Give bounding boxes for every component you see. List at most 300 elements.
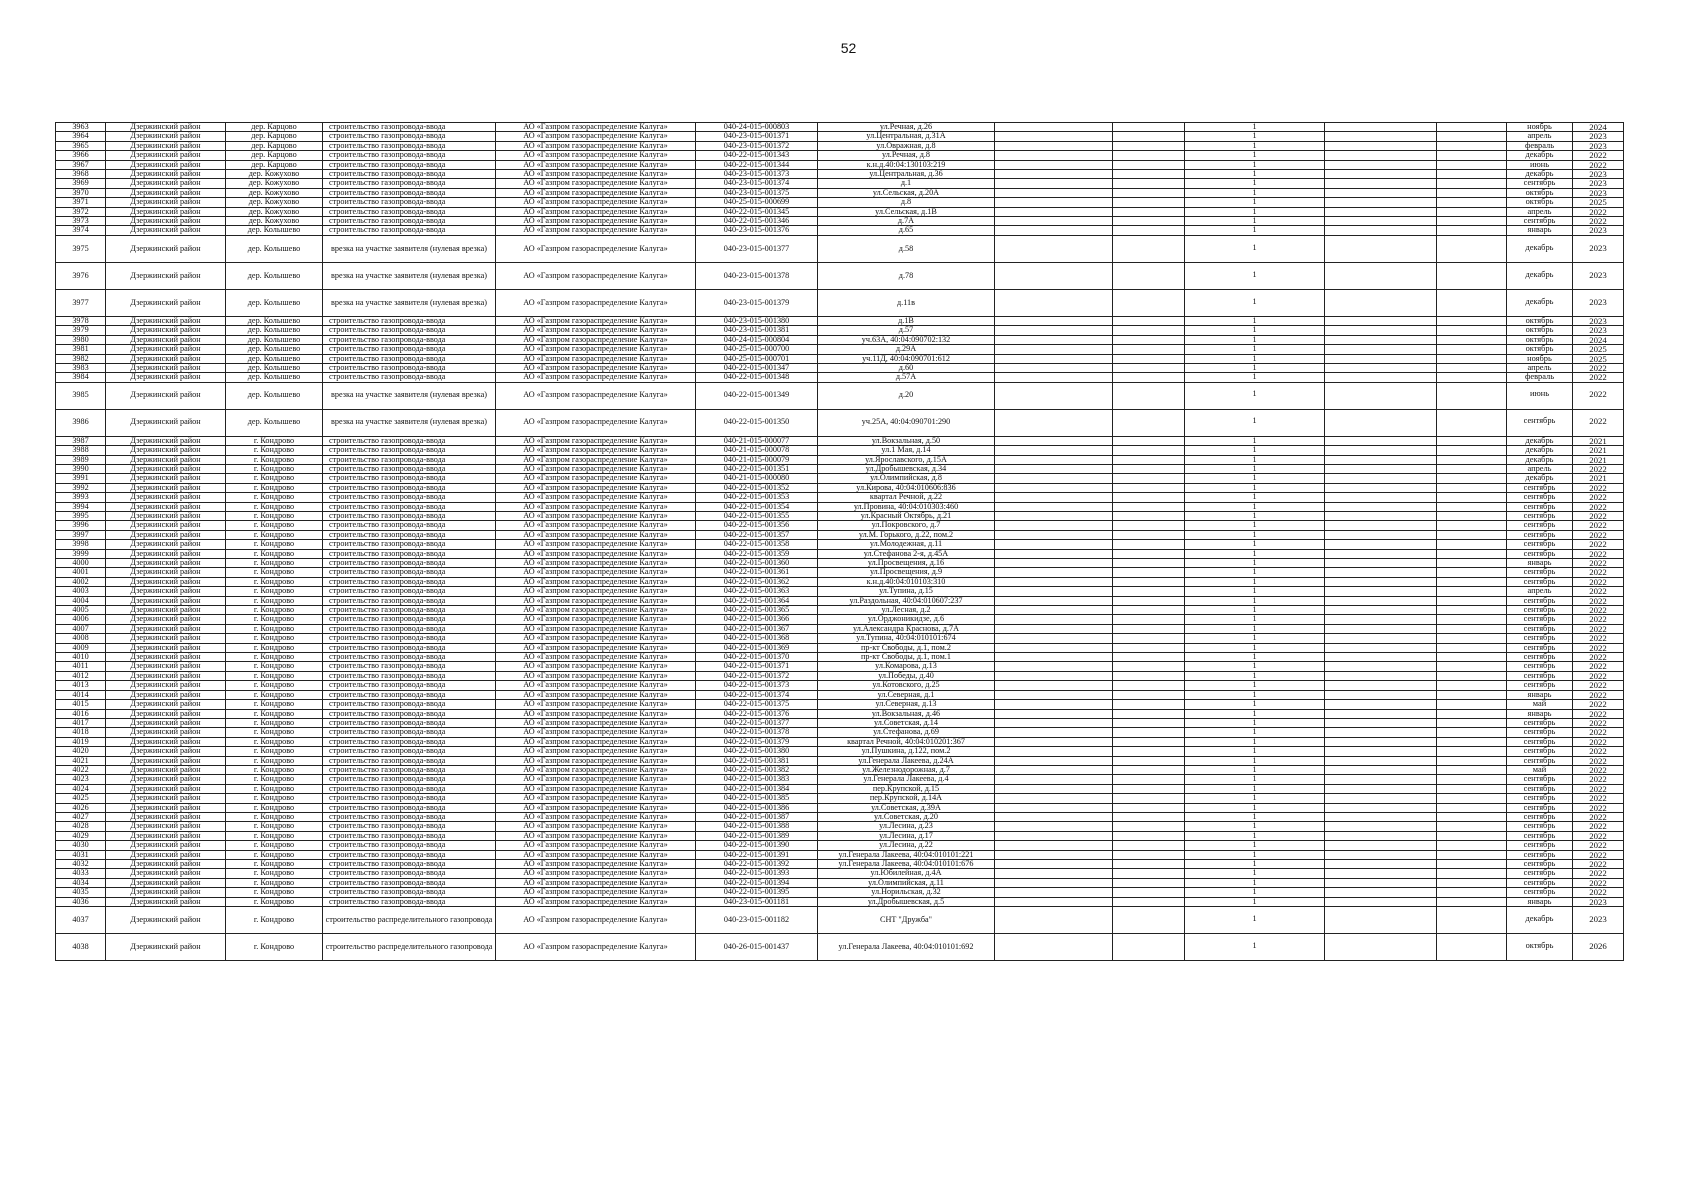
address-cell: ул.Генерала Лакеева, д.4 [818, 775, 995, 784]
address-cell: ул.Орджоникидзе, д.6 [818, 615, 995, 624]
empty-cell [995, 850, 1113, 859]
empty-cell [995, 345, 1113, 354]
code-cell: 040-22-015-001372 [696, 671, 818, 680]
empty-cell [1113, 335, 1185, 344]
empty-cell [1325, 235, 1437, 262]
code-cell: 040-22-015-001344 [696, 160, 818, 169]
work-type-cell: строительство газопровода-ввода [323, 511, 496, 520]
empty-cell [1325, 179, 1437, 188]
table-row [56, 326, 1624, 335]
district-cell: Дзержинский район [106, 289, 226, 316]
work-type-cell: строительство газопровода-ввода [323, 132, 496, 141]
table-row [56, 794, 1624, 803]
empty-cell [1325, 606, 1437, 615]
address-cell: ул.Железнодорожная, д.7 [818, 765, 995, 774]
address-cell: ул.Советская, д.39А [818, 803, 995, 812]
settlement-cell: г. Кондрово [226, 643, 323, 652]
table-row [56, 934, 1624, 961]
code-cell: 040-22-015-001353 [696, 493, 818, 502]
work-type-cell: строительство газопровода-ввода [323, 634, 496, 643]
empty-cell [1325, 662, 1437, 671]
address-cell: ул.Сельская, д.20А [818, 188, 995, 197]
year-cell: 2022 [1573, 681, 1624, 690]
row-number-cell: 4024 [56, 784, 106, 793]
count-cell: 1 [1185, 624, 1325, 633]
organization-cell: АО «Газпром газораспределение Калуга» [496, 671, 696, 680]
month-cell: январь [1507, 559, 1573, 568]
work-type-cell: строительство газопровода-ввода [323, 160, 496, 169]
organization-cell: АО «Газпром газораспределение Калуга» [496, 363, 696, 372]
code-cell: 040-22-015-001380 [696, 747, 818, 756]
year-cell: 2022 [1573, 765, 1624, 774]
empty-cell [1437, 493, 1507, 502]
empty-cell [1437, 170, 1507, 179]
settlement-cell: дер. Кожухово [226, 170, 323, 179]
address-cell: ул.Генерала Лакеева, 40:04:010101:676 [818, 860, 995, 869]
code-cell: 040-22-015-001351 [696, 464, 818, 473]
district-cell: Дзержинский район [106, 345, 226, 354]
count-cell: 1 [1185, 235, 1325, 262]
district-cell: Дзержинский район [106, 483, 226, 492]
empty-cell [1113, 577, 1185, 586]
month-cell: декабрь [1507, 262, 1573, 289]
work-type-cell: врезка на участке заявителя (нулевая врезка) [323, 409, 496, 436]
empty-cell [1325, 409, 1437, 436]
month-cell: декабрь [1507, 436, 1573, 445]
work-type-cell: строительство газопровода-ввода [323, 653, 496, 662]
month-cell: сентябрь [1507, 511, 1573, 520]
month-cell: сентябрь [1507, 756, 1573, 765]
count-cell: 1 [1185, 188, 1325, 197]
empty-cell [1113, 549, 1185, 558]
empty-cell [1113, 606, 1185, 615]
code-cell: 040-23-015-001181 [696, 897, 818, 906]
address-cell: ул.Юбилейная, д.4А [818, 869, 995, 878]
settlement-cell: г. Кондрово [226, 493, 323, 502]
table-row [56, 775, 1624, 784]
organization-cell: АО «Газпром газораспределение Калуга» [496, 756, 696, 765]
empty-cell [1113, 345, 1185, 354]
settlement-cell: г. Кондрово [226, 483, 323, 492]
year-cell: 2023 [1573, 262, 1624, 289]
count-cell: 1 [1185, 198, 1325, 207]
year-cell: 2022 [1573, 587, 1624, 596]
count-cell: 1 [1185, 822, 1325, 831]
empty-cell [995, 718, 1113, 727]
empty-cell [1437, 737, 1507, 746]
address-cell: пр-кт Свободы, д.1, пом.2 [818, 643, 995, 652]
year-cell: 2022 [1573, 559, 1624, 568]
empty-cell [995, 464, 1113, 473]
month-cell: сентябрь [1507, 850, 1573, 859]
row-number-cell: 3995 [56, 511, 106, 520]
table-row [56, 653, 1624, 662]
empty-cell [1325, 316, 1437, 325]
empty-cell [1437, 831, 1507, 840]
empty-cell [1437, 474, 1507, 483]
work-type-cell: строительство газопровода-ввода [323, 226, 496, 235]
count-cell: 1 [1185, 123, 1325, 132]
table-row [56, 511, 1624, 520]
code-cell: 040-22-015-001379 [696, 737, 818, 746]
code-cell: 040-21-015-000077 [696, 436, 818, 445]
empty-cell [1325, 690, 1437, 699]
code-cell: 040-22-015-001384 [696, 784, 818, 793]
empty-cell [1325, 474, 1437, 483]
empty-cell [1113, 728, 1185, 737]
empty-cell [1437, 587, 1507, 596]
count-cell: 1 [1185, 747, 1325, 756]
empty-cell [1325, 671, 1437, 680]
work-type-cell: строительство газопровода-ввода [323, 662, 496, 671]
empty-cell [995, 363, 1113, 372]
month-cell: сентябрь [1507, 681, 1573, 690]
code-cell: 040-22-015-001374 [696, 690, 818, 699]
code-cell: 040-23-015-001376 [696, 226, 818, 235]
table-row [56, 493, 1624, 502]
count-cell: 1 [1185, 728, 1325, 737]
settlement-cell: дер. Колышево [226, 345, 323, 354]
settlement-cell: г. Кондрово [226, 530, 323, 539]
row-number-cell: 4003 [56, 587, 106, 596]
address-cell: квартал Речной, 40:04:010201:367 [818, 737, 995, 746]
address-cell: пер.Крупской, д.14А [818, 794, 995, 803]
empty-cell [995, 869, 1113, 878]
work-type-cell: строительство газопровода-ввода [323, 643, 496, 652]
empty-cell [1325, 464, 1437, 473]
count-cell: 1 [1185, 709, 1325, 718]
year-cell: 2022 [1573, 160, 1624, 169]
row-number-cell: 4002 [56, 577, 106, 586]
code-cell: 040-22-015-001393 [696, 869, 818, 878]
month-cell: сентябрь [1507, 662, 1573, 671]
district-cell: Дзержинский район [106, 888, 226, 897]
district-cell: Дзержинский район [106, 841, 226, 850]
district-cell: Дзержинский район [106, 123, 226, 132]
row-number-cell: 3996 [56, 521, 106, 530]
empty-cell [1325, 289, 1437, 316]
month-cell: декабрь [1507, 474, 1573, 483]
empty-cell [1325, 132, 1437, 141]
empty-cell [1437, 141, 1507, 150]
empty-cell [1113, 123, 1185, 132]
empty-cell [995, 198, 1113, 207]
district-cell: Дзержинский район [106, 587, 226, 596]
month-cell: октябрь [1507, 198, 1573, 207]
code-cell: 040-23-015-001373 [696, 170, 818, 179]
code-cell: 040-22-015-001363 [696, 587, 818, 596]
address-cell: ул.Центральная, д.36 [818, 170, 995, 179]
table-row [56, 718, 1624, 727]
count-cell: 1 [1185, 643, 1325, 652]
empty-cell [1113, 784, 1185, 793]
year-cell: 2022 [1573, 718, 1624, 727]
empty-cell [1325, 831, 1437, 840]
count-cell: 1 [1185, 226, 1325, 235]
empty-cell [995, 132, 1113, 141]
settlement-cell: дер. Колышево [226, 335, 323, 344]
work-type-cell: строительство газопровода-ввода [323, 483, 496, 492]
empty-cell [1325, 897, 1437, 906]
empty-cell [1437, 747, 1507, 756]
empty-cell [1325, 869, 1437, 878]
code-cell: 040-21-015-000080 [696, 474, 818, 483]
address-cell: к.н.д.40:04:010103:310 [818, 577, 995, 586]
empty-cell [1113, 671, 1185, 680]
organization-cell: АО «Газпром газораспределение Калуга» [496, 662, 696, 671]
empty-cell [1113, 869, 1185, 878]
district-cell: Дзержинский район [106, 188, 226, 197]
work-type-cell: строительство газопровода-ввода [323, 493, 496, 502]
count-cell: 1 [1185, 464, 1325, 473]
work-type-cell: строительство газопровода-ввода [323, 897, 496, 906]
empty-cell [1113, 587, 1185, 596]
empty-cell [1437, 662, 1507, 671]
organization-cell: АО «Газпром газораспределение Калуга» [496, 728, 696, 737]
district-cell: Дзержинский район [106, 577, 226, 586]
settlement-cell: г. Кондрово [226, 747, 323, 756]
count-cell: 1 [1185, 587, 1325, 596]
empty-cell [1325, 624, 1437, 633]
row-number-cell: 3967 [56, 160, 106, 169]
settlement-cell: г. Кондрово [226, 831, 323, 840]
work-type-cell: строительство газопровода-ввода [323, 690, 496, 699]
empty-cell [1325, 747, 1437, 756]
address-cell: уч.63А, 40:04:090702:132 [818, 335, 995, 344]
table-row [56, 577, 1624, 586]
code-cell: 040-22-015-001345 [696, 207, 818, 216]
district-cell: Дзержинский район [106, 436, 226, 445]
empty-cell [1113, 530, 1185, 539]
table-row [56, 289, 1624, 316]
settlement-cell: дер. Колышево [226, 316, 323, 325]
row-number-cell: 4033 [56, 869, 106, 878]
year-cell: 2023 [1573, 897, 1624, 906]
work-type-cell: строительство газопровода-ввода [323, 141, 496, 150]
table-row [56, 549, 1624, 558]
empty-cell [995, 841, 1113, 850]
empty-cell [995, 235, 1113, 262]
empty-cell [1437, 700, 1507, 709]
row-number-cell: 4008 [56, 634, 106, 643]
address-cell: к.н.д.40:04:130103:219 [818, 160, 995, 169]
count-cell: 1 [1185, 690, 1325, 699]
month-cell: апрель [1507, 363, 1573, 372]
empty-cell [995, 784, 1113, 793]
address-cell: ул.Стефанова 2-я, д.45А [818, 549, 995, 558]
organization-cell: АО «Газпром газораспределение Калуга» [496, 681, 696, 690]
work-type-cell: строительство газопровода-ввода [323, 822, 496, 831]
address-cell: ул.Лесина, д.17 [818, 831, 995, 840]
row-number-cell: 3965 [56, 141, 106, 150]
empty-cell [995, 803, 1113, 812]
year-cell: 2022 [1573, 850, 1624, 859]
month-cell: октябрь [1507, 316, 1573, 325]
address-cell: ул.Олимпийская, д.8 [818, 474, 995, 483]
year-cell: 2021 [1573, 436, 1624, 445]
work-type-cell: строительство газопровода-ввода [323, 803, 496, 812]
address-cell: ул.Победы, д.40 [818, 671, 995, 680]
settlement-cell: г. Кондрово [226, 784, 323, 793]
settlement-cell: г. Кондрово [226, 455, 323, 464]
empty-cell [995, 756, 1113, 765]
month-cell: декабрь [1507, 455, 1573, 464]
district-cell: Дзержинский район [106, 624, 226, 633]
work-type-cell: строительство распределительного газопровода [323, 907, 496, 934]
settlement-cell: г. Кондрово [226, 634, 323, 643]
count-cell: 1 [1185, 530, 1325, 539]
empty-cell [1437, 289, 1507, 316]
work-type-cell: строительство газопровода-ввода [323, 878, 496, 887]
year-cell: 2023 [1573, 235, 1624, 262]
table-row [56, 345, 1624, 354]
table-row [56, 662, 1624, 671]
code-cell: 040-22-015-001378 [696, 728, 818, 737]
empty-cell [1437, 643, 1507, 652]
district-cell: Дзержинский район [106, 747, 226, 756]
empty-cell [1113, 860, 1185, 869]
empty-cell [1113, 812, 1185, 821]
settlement-cell: г. Кондрово [226, 615, 323, 624]
row-number-cell: 3971 [56, 198, 106, 207]
organization-cell: АО «Газпром газораспределение Калуга» [496, 530, 696, 539]
empty-cell [1113, 803, 1185, 812]
organization-cell: АО «Газпром газораспределение Калуга» [496, 436, 696, 445]
empty-cell [1325, 170, 1437, 179]
month-cell: сентябрь [1507, 493, 1573, 502]
settlement-cell: дер. Кожухово [226, 188, 323, 197]
empty-cell [1437, 382, 1507, 409]
organization-cell: АО «Газпром газораспределение Калуга» [496, 188, 696, 197]
empty-cell [1113, 747, 1185, 756]
empty-cell [1437, 784, 1507, 793]
empty-cell [995, 335, 1113, 344]
empty-cell [1437, 869, 1507, 878]
count-cell: 1 [1185, 170, 1325, 179]
empty-cell [995, 878, 1113, 887]
empty-cell [995, 653, 1113, 662]
code-cell: 040-22-015-001371 [696, 662, 818, 671]
code-cell: 040-21-015-000078 [696, 446, 818, 455]
table-row [56, 502, 1624, 511]
count-cell: 1 [1185, 784, 1325, 793]
settlement-cell: дер. Колышево [226, 262, 323, 289]
month-cell: октябрь [1507, 335, 1573, 344]
code-cell: 040-22-015-001362 [696, 577, 818, 586]
table-row [56, 907, 1624, 934]
empty-cell [1325, 878, 1437, 887]
row-number-cell: 3974 [56, 226, 106, 235]
work-type-cell: строительство газопровода-ввода [323, 345, 496, 354]
organization-cell: АО «Газпром газораспределение Калуга» [496, 335, 696, 344]
settlement-cell: дер. Колышево [226, 326, 323, 335]
organization-cell: АО «Газпром газораспределение Калуга» [496, 226, 696, 235]
empty-cell [1437, 860, 1507, 869]
month-cell: сентябрь [1507, 653, 1573, 662]
empty-cell [1113, 709, 1185, 718]
address-cell: ул.Александра Краснова, д.7А [818, 624, 995, 633]
empty-cell [995, 606, 1113, 615]
month-cell: сентябрь [1507, 549, 1573, 558]
row-number-cell: 3990 [56, 464, 106, 473]
year-cell: 2022 [1573, 822, 1624, 831]
count-cell: 1 [1185, 850, 1325, 859]
table-row [56, 606, 1624, 615]
settlement-cell: г. Кондрово [226, 803, 323, 812]
month-cell: декабрь [1507, 446, 1573, 455]
year-cell: 2025 [1573, 354, 1624, 363]
month-cell: сентябрь [1507, 747, 1573, 756]
address-cell: ул.Вокзальная, д.50 [818, 436, 995, 445]
empty-cell [995, 737, 1113, 746]
table-row [56, 335, 1624, 344]
address-cell: д.58 [818, 235, 995, 262]
code-cell: 040-22-015-001355 [696, 511, 818, 520]
empty-cell [1437, 624, 1507, 633]
organization-cell: АО «Газпром газораспределение Калуга» [496, 354, 696, 363]
work-type-cell: врезка на участке заявителя (нулевая врезка) [323, 382, 496, 409]
table-row [56, 409, 1624, 436]
year-cell: 2022 [1573, 794, 1624, 803]
count-cell: 1 [1185, 700, 1325, 709]
settlement-cell: дер. Карцово [226, 132, 323, 141]
address-cell: д.1 [818, 179, 995, 188]
row-number-cell: 4013 [56, 681, 106, 690]
empty-cell [1113, 624, 1185, 633]
district-cell: Дзержинский район [106, 822, 226, 831]
organization-cell: АО «Газпром газораспределение Калуга» [496, 316, 696, 325]
table-row [56, 850, 1624, 859]
empty-cell [995, 728, 1113, 737]
month-cell: декабрь [1507, 907, 1573, 934]
settlement-cell: г. Кондрово [226, 596, 323, 605]
code-cell: 040-22-015-001356 [696, 521, 818, 530]
address-cell: д.60 [818, 363, 995, 372]
settlement-cell: г. Кондрово [226, 860, 323, 869]
empty-cell [995, 540, 1113, 549]
year-cell: 2022 [1573, 831, 1624, 840]
year-cell: 2022 [1573, 841, 1624, 850]
empty-cell [995, 549, 1113, 558]
table-row [56, 831, 1624, 840]
district-cell: Дзержинский район [106, 934, 226, 961]
empty-cell [1325, 841, 1437, 850]
address-cell: ул.Лесина, д.22 [818, 841, 995, 850]
empty-cell [995, 217, 1113, 226]
row-number-cell: 4012 [56, 671, 106, 680]
empty-cell [1113, 198, 1185, 207]
address-cell: ул.Советская, д.20 [818, 812, 995, 821]
empty-cell [1325, 511, 1437, 520]
table-row [56, 587, 1624, 596]
code-cell: 040-22-015-001392 [696, 860, 818, 869]
month-cell: сентябрь [1507, 217, 1573, 226]
empty-cell [1325, 446, 1437, 455]
table-row [56, 568, 1624, 577]
address-cell: ул.Советская, д.14 [818, 718, 995, 727]
empty-cell [1437, 671, 1507, 680]
empty-cell [1325, 141, 1437, 150]
empty-cell [995, 326, 1113, 335]
address-cell: ул.Котовского, д.25 [818, 681, 995, 690]
organization-cell: АО «Газпром газораспределение Калуга» [496, 549, 696, 558]
empty-cell [1113, 511, 1185, 520]
empty-cell [1113, 188, 1185, 197]
district-cell: Дзержинский район [106, 869, 226, 878]
settlement-cell: г. Кондрово [226, 587, 323, 596]
year-cell: 2022 [1573, 151, 1624, 160]
count-cell: 1 [1185, 316, 1325, 325]
